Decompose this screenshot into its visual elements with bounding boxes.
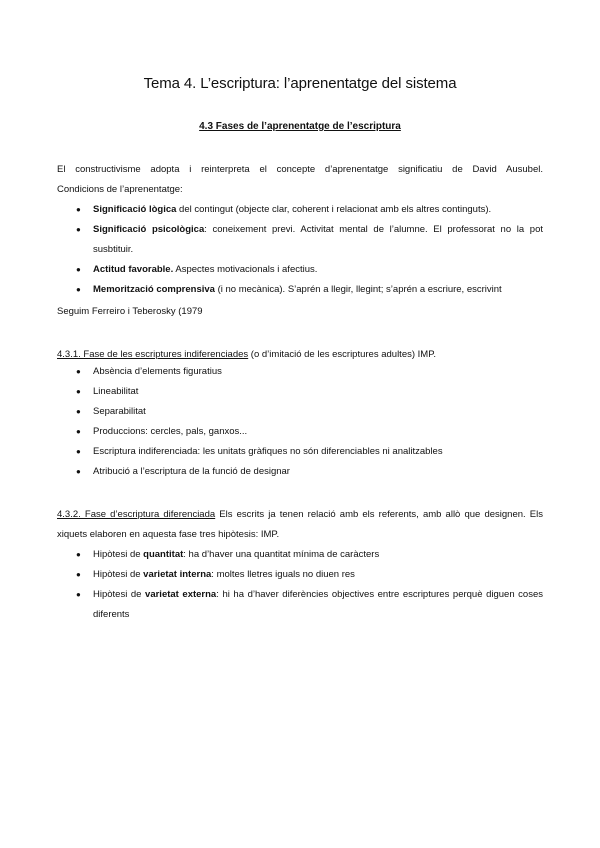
list-item xyxy=(57,565,543,585)
hypothesis-term: quantitat xyxy=(143,549,184,560)
list-item xyxy=(57,402,543,422)
bullet-icon: ● xyxy=(76,225,81,234)
list-item xyxy=(57,200,543,220)
list-item xyxy=(57,280,543,300)
bullet-icon: ● xyxy=(76,205,81,214)
bullet-icon: ● xyxy=(76,407,81,416)
list-item xyxy=(57,382,543,402)
list-item-text: Escriptura indiferenciada: les unitats gràfiques no són diferenciables ni analitzables xyxy=(93,446,443,457)
condition-text: Aspectes motivacionals i afectius. xyxy=(173,264,318,275)
condition-text: del contingut (objecte clar, coherent i relacionat amb els altres continguts). xyxy=(176,204,492,215)
condition-term: Actitud favorable. xyxy=(93,264,174,275)
hypothesis-prefix: Hipòtesi de xyxy=(93,549,144,560)
list-item xyxy=(57,545,543,565)
section-2-list xyxy=(57,545,543,625)
condition-text: : coneixement previ. Activitat mental de l’alumne. El professorat no la pot susbtituir. xyxy=(93,224,543,255)
bullet-icon: ● xyxy=(76,590,81,599)
hypothesis-text: : moltes lletres iguals no diuen res xyxy=(211,569,355,580)
list-item xyxy=(57,220,543,260)
hypothesis-term: varietat externa xyxy=(145,589,217,600)
section-2-intro: Els escrits ja tenen relació amb els referents, amb allò que designen. Els xiquets elaboren en aquesta fase tres hipòtesis: IMP. xyxy=(57,509,543,540)
bullet-icon: ● xyxy=(76,265,81,274)
list-item xyxy=(57,260,543,280)
section-2-heading xyxy=(57,505,543,545)
list-item xyxy=(57,462,543,482)
hypothesis-text: : hi ha d’haver diferències objectives entre escriptures perquè diguen coses diferents xyxy=(93,589,543,620)
bullet-icon: ● xyxy=(76,285,81,294)
bullet-icon: ● xyxy=(76,467,81,476)
condition-text: (i no mecànica). S’aprén a llegir, llegint; s’aprén a escriure, escrivint xyxy=(214,284,502,295)
hypothesis-text: : ha d’haver una quantitat mínima de caràcters xyxy=(183,549,380,560)
section-1-title: 4.3.1. Fase de les escriptures indiferenciades xyxy=(57,349,249,360)
conditions-list xyxy=(57,200,543,300)
list-item xyxy=(57,362,543,382)
hypothesis-prefix: Hipòtesi de xyxy=(93,569,144,580)
intro-paragraph xyxy=(57,160,543,200)
bullet-icon: ● xyxy=(76,447,81,456)
hypothesis-prefix: Hipòtesi de xyxy=(93,589,146,600)
list-item xyxy=(57,442,543,462)
page-title: Tema 4. L’escriptura: l’aprenentatge del sistema xyxy=(143,75,457,92)
seguim-line: Seguim Ferreiro i Teberosky (1979 xyxy=(57,306,203,317)
list-item-text: Atribució a l’escriptura de la funció de designar xyxy=(93,466,290,477)
section-2-title: 4.3.2. Fase d’escriptura diferenciada xyxy=(57,509,216,520)
list-item xyxy=(57,422,543,442)
bullet-icon: ● xyxy=(76,570,81,579)
list-item xyxy=(57,585,543,625)
list-item-text: Absència d’elements figuratius xyxy=(93,366,222,377)
bullet-icon: ● xyxy=(76,427,81,436)
section-1-note: (o d’imitació de les escriptures adultes) IMP. xyxy=(248,349,436,360)
list-item-text: Separabilitat xyxy=(93,406,146,417)
list-item-text: Produccions: cercles, pals, ganxos... xyxy=(93,426,248,437)
hypothesis-term: varietat interna xyxy=(143,569,212,580)
bullet-icon: ● xyxy=(76,367,81,376)
section-1-list xyxy=(57,362,543,482)
condition-term: Memorització comprensiva xyxy=(93,284,215,295)
bullet-icon: ● xyxy=(76,387,81,396)
intro-line-1: El constructivisme adopta i reinterpreta el concepte d’aprenentatge significatiu de David Ausubel. xyxy=(57,164,543,175)
bullet-icon: ● xyxy=(76,550,81,559)
section-subtitle: 4.3 Fases de l’aprenentatge de l’escriptura xyxy=(199,121,401,132)
condition-term: Significació lògica xyxy=(93,204,177,215)
condition-term: Significació psicològica xyxy=(93,224,205,235)
intro-line-2: Condicions de l’aprenentatge: xyxy=(57,184,183,195)
list-item-text: Lineabilitat xyxy=(93,386,139,397)
